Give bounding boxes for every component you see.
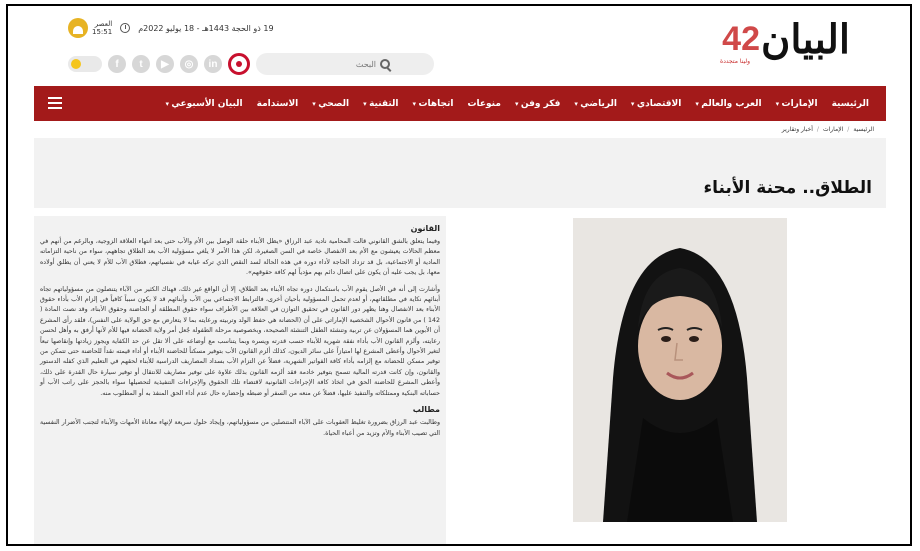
nav-item[interactable]: فكر وفن ▾	[508, 99, 567, 109]
nav-item[interactable]: الاقتصادي ▾	[624, 99, 688, 109]
breadcrumb-subsection[interactable]: أخبار وتقارير	[781, 126, 813, 133]
search-input[interactable]	[256, 60, 376, 69]
article-paragraph: وطالبت عبد الرزاق بضرورة تغليظ العقوبات على الآباء المتنصلين من مسؤولياتهم، وإيجاد حلول سريعة لإنهاء معاناة الأمهات والأبناء لتجنب الأضرار النفسية التي تصيب الأبناء والأم وتزيد من أعباء الحياة.	[40, 419, 440, 437]
browser-frame	[6, 4, 912, 546]
author-photo	[573, 218, 787, 522]
article-paragraph: وأشارت إلى أنه في الأصل يقوم الأب باستكمال دوره تجاه الأبناء بعد الطلاق، إلا أن الواقع غير ذلك، فهناك الكثير من الآباء يتنصلون من مسؤولياتهم تجاه أبنائهم نكاية في مطلقاتهم، أو لعدم تحمل المسؤولية بأحيان أخرى، فالترابط الاجتماعي بين الأب وأبنائهم قد لا يكون سبباً كافياً في إلزام الأب بأداء حقوق الأبناء بعد الانفصال وهنا يظهر دور القانون في تحقيق التوازن في العلاقة بين الأطراف سواء حقوق المطلقة أو الحاضنة وحقوق الأبناء، وقد نصت المادة ( 142 ) من قانون الأحوال الشخصية الإماراتي على أن (الحضانة هي حفظ الولد وتربيته ورعايته بما لا يتعارض مع حق الولاية على النفس)، فلقد رأى المشرع أن الأبوين هما المسؤولان عن تربية وتنشئة الطفل التنشئة الصحيحة، وبخصوصية مرحلة الطفولة جُعل أمر ولاية الحضانة فيها للأم لأنها أرفق به وأهل لحسن رعايته، وألزم القانون الأب بأداء نفقة شهرية للأبناء حسب قدرته ويسره وبما يتناسب مع أوضاعه على ألا تقل عن حد الكفاية ويجوز زيادتها وإنقاصها تبعاً لتغير الأحوال وأعطى المشرع لها امتيازاً على سائر الديون، كذلك ألزم القانون الأب بتوفير مسكناً للحاضنة الأبناء أو أداء قيمته نقداً للحاضنة حتى تتمكن من توفير مسكن للحضانة مع إلزامه بأداء كافة الفواتير الشهرية، فضلاً عن التزام الأب بسداد المصاريف الدراسية للأبناء لحقهم في التعليم الذي كفله الدستور والقانون، وإن كانت قدرته المالية تسمح بتوفير خادمة فقد ألزمه القانون بذلك علاوة على توفير مصاريف للانتقال أو توفير سيارة حال القدرة على ذلك، وأعطى المشرع للحاضنة الحق في اتخاذ كافة الإجراءات القانونية لاقتضاء تلك الحقوق والإجراءات التنفيذية لتحصيلها سواء بالحجز على راتب الأب أو حساباته البنكية وممتلكاته والتنفيذ عليها، فضلاً عن منعه من السفر أو ضبطه وإحضاره حال عدم أداء الحق المنفذ به أو المطلوب منه.	[40, 285, 440, 397]
facebook-icon[interactable]: f	[108, 55, 126, 73]
date-and-prayer	[68, 18, 274, 38]
nav-item[interactable]: الاستدامة	[256, 98, 299, 109]
mosque-icon	[68, 18, 88, 38]
title-band	[34, 138, 886, 208]
youtube-icon[interactable]: ▶	[156, 55, 174, 73]
prayer-time: 15:51	[92, 28, 113, 36]
main-nav	[34, 86, 886, 121]
section-heading-demands: مطالب	[412, 405, 440, 415]
social-and-search	[68, 53, 434, 75]
anniversary-tagline: ولينا متجددة	[720, 58, 750, 65]
article-body	[34, 216, 446, 546]
page-title: الطلاق.. محنة الأبناء	[703, 178, 872, 198]
breadcrumb-section[interactable]: الإمارات	[822, 126, 844, 133]
breadcrumb: الرئيسية / الإمارات / أخبار وتقارير	[781, 126, 874, 133]
dark-mode-toggle[interactable]	[68, 56, 102, 72]
nav-item[interactable]: التقنية ▾	[356, 99, 405, 109]
twitter-icon[interactable]: t	[132, 55, 150, 73]
anniversary-badge: 42	[722, 20, 760, 58]
search-box	[256, 53, 434, 75]
site-logo[interactable]: البيان	[760, 16, 850, 63]
prayer-name: العصر	[94, 20, 113, 28]
nav-item[interactable]: البيان الأسبوعي ▾	[158, 99, 249, 109]
podcast-icon[interactable]	[228, 53, 250, 75]
prayer-time-widget[interactable]	[68, 18, 112, 38]
section-heading-law: القانون	[410, 224, 440, 233]
menu-icon[interactable]	[48, 97, 62, 109]
site-header	[8, 6, 910, 86]
nav-item[interactable]: الصحي ▾	[305, 99, 356, 109]
linkedin-icon[interactable]: in	[204, 55, 222, 73]
nav-item[interactable]: العرب والعالم ▾	[688, 99, 768, 109]
current-date: 19 ذو الحجة 1443هـ - 18 يوليو 2022م	[138, 23, 274, 33]
breadcrumb-home[interactable]: الرئيسية	[853, 126, 874, 133]
nav-item[interactable]: الرياضي ▾	[567, 99, 624, 109]
portrait-image	[573, 218, 787, 522]
nav-item[interactable]: اتجاهات ▾	[406, 99, 461, 109]
nav-item[interactable]: الإمارات ▾	[769, 99, 825, 109]
nav-item[interactable]: منوعات	[467, 98, 501, 109]
article-paragraph: وفيما يتعلق بالشق القانوني قالت المحامية نادية عبد الرزاق «يظل الأبناء حلقة الوصل بين الأم والأب حتى بعد انتهاء العلاقة الزوجية، وبالرغم من أنهم في معظم الحالات يعيشون مع الأم بعد الانفصال خاصة في السن الصغيرة، لكن هذا الأمر لا يلغي مسؤولية الأب بعد الطلاق تجاههم، سواء من ناحية التزاماته المادية أو الاجتماعية، بل قد تزداد الحاجة لأداء دوره في هذه الحالة لسد النقص الذي تركه غيابه في نفسياتهم، فطلاق الأب للأم لا يعني أن يطلق أولاده معها، بل يجب عليه أن يكون على اتصال دائم بهم مؤدياً لهم كافة حقوقهم».	[40, 238, 440, 277]
nav-item[interactable]: الرئيسية	[831, 98, 869, 109]
clock-icon	[120, 23, 130, 33]
search-icon[interactable]	[380, 59, 390, 69]
instagram-icon[interactable]: ◎	[180, 55, 198, 73]
